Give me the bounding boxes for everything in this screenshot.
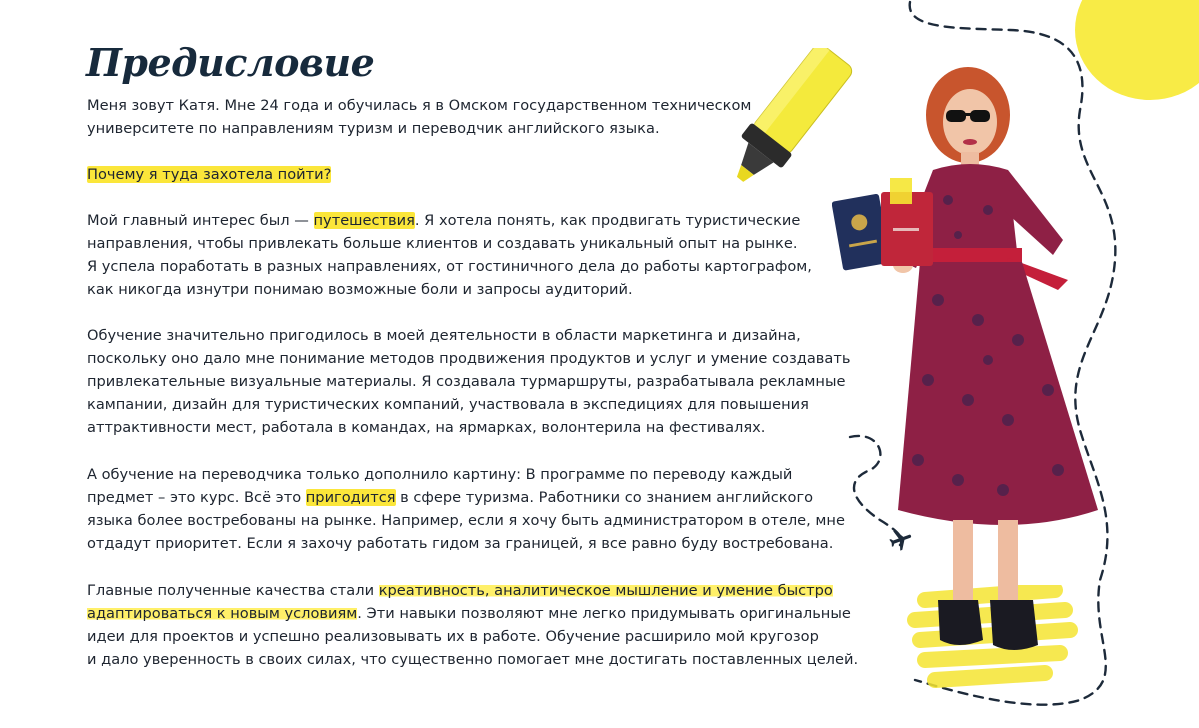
paragraph-translator <box>87 463 877 555</box>
highlight-qualities: креативность, аналитическое мышление и умение быстро <box>378 582 833 599</box>
paragraph-line: и дало уверенность в своих силах, что существенно помогает мне достигать поставленных целей. <box>87 651 859 668</box>
intro-line: Меня зовут Катя. Мне 24 года и обучилась я в Омском государственном техническом <box>87 97 752 114</box>
highlight-adapt: адаптироваться к новым условиям <box>87 605 358 622</box>
paragraph-line: адаптироваться к новым условиям. Эти навыки позволяют мне легко придумывать оригинальные <box>87 605 851 622</box>
paragraph-line: языка более востребованы на рынке. Например, если я хочу быть администратором в отеле, мне <box>87 512 845 529</box>
paragraph-line: Главные полученные качества стали креативность, аналитическое мышление и умение быстро <box>87 582 833 599</box>
question-text: Почему я туда захотела пойти? <box>87 166 332 183</box>
intro-line: университете по направлениям туризм и переводчик английского языка. <box>87 120 660 137</box>
paragraph-interests <box>87 209 877 301</box>
paragraph-line: идеи для проектов и успешно реализовывать их в работе. Обучение расширило мой кругозор <box>87 628 819 645</box>
woman-figure <box>858 40 1118 680</box>
paragraph-marketing <box>87 324 877 439</box>
intro-paragraph <box>87 94 877 140</box>
page-title: Предисловие <box>86 40 375 85</box>
question-heading <box>87 163 877 186</box>
paragraph-line: аттрактивности мест, работала в командах, на ярмарках, волонтерила на фестивалях. <box>87 419 766 436</box>
paragraph-line: предмет – это курс. Всё это пригодится в сфере туризма. Работники со знанием английского <box>87 489 814 506</box>
paragraph-line: отдадут приоритет. Если я захочу работать гидом за границей, я все равно буду востребована. <box>87 535 834 552</box>
paragraph-line: поскольку оно дало мне понимание методов продвижения продуктов и услуг и умение создавать <box>87 350 851 367</box>
paragraph-line: привлекательные визуальные материалы. Я создавала турмаршруты, разрабатывала рекламные <box>87 373 846 390</box>
paragraph-line: А обучение на переводчика только дополнило картину: В программе по переводу каждый <box>87 466 793 483</box>
paragraph-line: Мой главный интерес был — путешествия. Я хотела понять, как продвигать туристические <box>87 212 801 229</box>
diploma-icon <box>876 178 936 268</box>
paragraph-qualities <box>87 579 877 671</box>
paragraph-line: как никогда изнутри понимаю возможные боли и запросы аудиторий. <box>87 281 633 298</box>
paragraph-line: кампании, дизайн для туристических компаний, участвовала в экспедициях для повышения <box>87 396 809 413</box>
paragraph-line: направления, чтобы привлекать больше клиентов и создавать уникальный опыт на рынке. <box>87 235 798 252</box>
paragraph-line: Я успела поработать в разных направлениях, от гостиничного дела до работы картографом, <box>87 258 812 275</box>
paragraph-line: Обучение значительно пригодилось в моей деятельности в области маркетинга и дизайна, <box>87 327 801 344</box>
highlight-travel: путешествия <box>313 212 415 229</box>
highlight-useful: пригодится <box>305 489 396 506</box>
